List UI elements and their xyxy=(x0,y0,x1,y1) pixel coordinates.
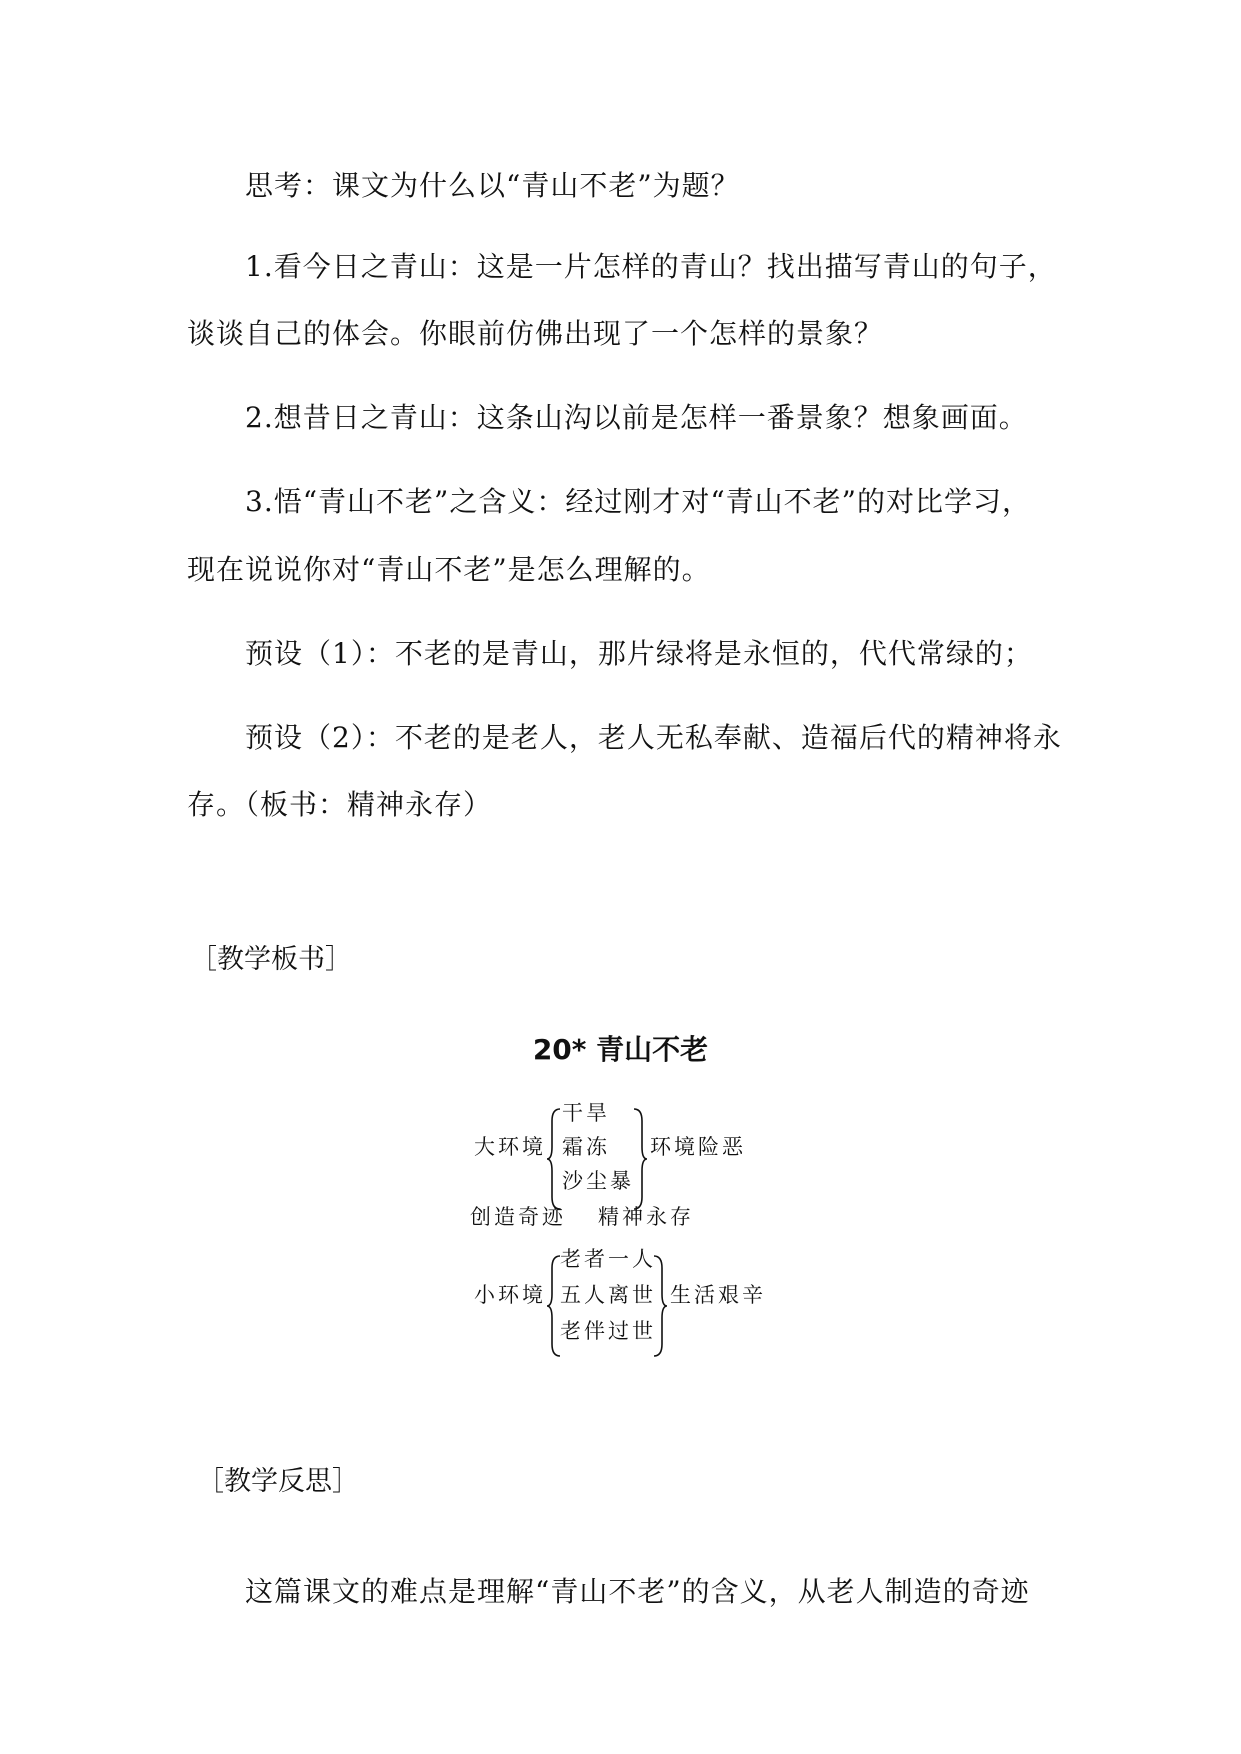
think-question: 思考：课文为什么以“青山不老”为题？ xyxy=(245,169,740,202)
small-env-label: 小环境 xyxy=(474,1283,546,1307)
middle-right-text: 精神永存 xyxy=(598,1205,694,1229)
paragraph-2-line-1: 2.想昔日之青山：这条山沟以前是怎样一番景象？想象画面。 xyxy=(245,401,1028,434)
paragraph-1-line-2: 谈谈自己的体会。你眼前仿佛出现了一个怎样的景象？ xyxy=(187,317,884,350)
middle-left-text: 创造奇迹 xyxy=(470,1205,566,1229)
big-env-right-brace xyxy=(632,1107,648,1211)
board-heading: ［教学板书］ xyxy=(190,944,352,975)
small-env-item-3: 老伴过世 xyxy=(560,1319,656,1343)
preset-1: 预设（1）：不老的是青山，那片绿将是永恒的，代代常绿的； xyxy=(245,637,1033,670)
big-env-item-1: 干旱 xyxy=(562,1101,610,1125)
big-env-left-brace xyxy=(546,1107,562,1211)
paragraph-1-line-1: 1.看今日之青山：这是一片怎样的青山？找出描写青山的句子， xyxy=(245,250,1057,283)
big-env-item-2: 霜冻 xyxy=(562,1135,610,1159)
small-env-item-1: 老者一人 xyxy=(560,1247,656,1271)
reflection-line-1: 这篇课文的难点是理解“青山不老”的含义，从老人制造的奇迹 xyxy=(245,1575,1030,1608)
big-env-result: 环境险恶 xyxy=(650,1135,746,1159)
big-env-item-3: 沙尘暴 xyxy=(562,1169,634,1193)
board-title: 20* 青山不老 xyxy=(532,1033,709,1066)
small-env-item-2: 五人离世 xyxy=(560,1283,656,1307)
preset-2-line-2: 存。（板书：精神永存） xyxy=(187,788,493,821)
paragraph-3-line-1: 3.悟“青山不老”之含义：经过刚才对“青山不老”的对比学习， xyxy=(245,485,1031,518)
paragraph-3-line-2: 现在说说你对“青山不老”是怎么理解的。 xyxy=(187,553,711,586)
small-env-result: 生活艰辛 xyxy=(670,1283,766,1307)
small-env-right-brace xyxy=(652,1254,668,1358)
reflection-heading: ［教学反思］ xyxy=(197,1466,359,1497)
big-env-label: 大环境 xyxy=(474,1135,546,1159)
preset-2-line-1: 预设（2）：不老的是老人，老人无私奉献、造福后代的精神将永 xyxy=(245,721,1062,754)
